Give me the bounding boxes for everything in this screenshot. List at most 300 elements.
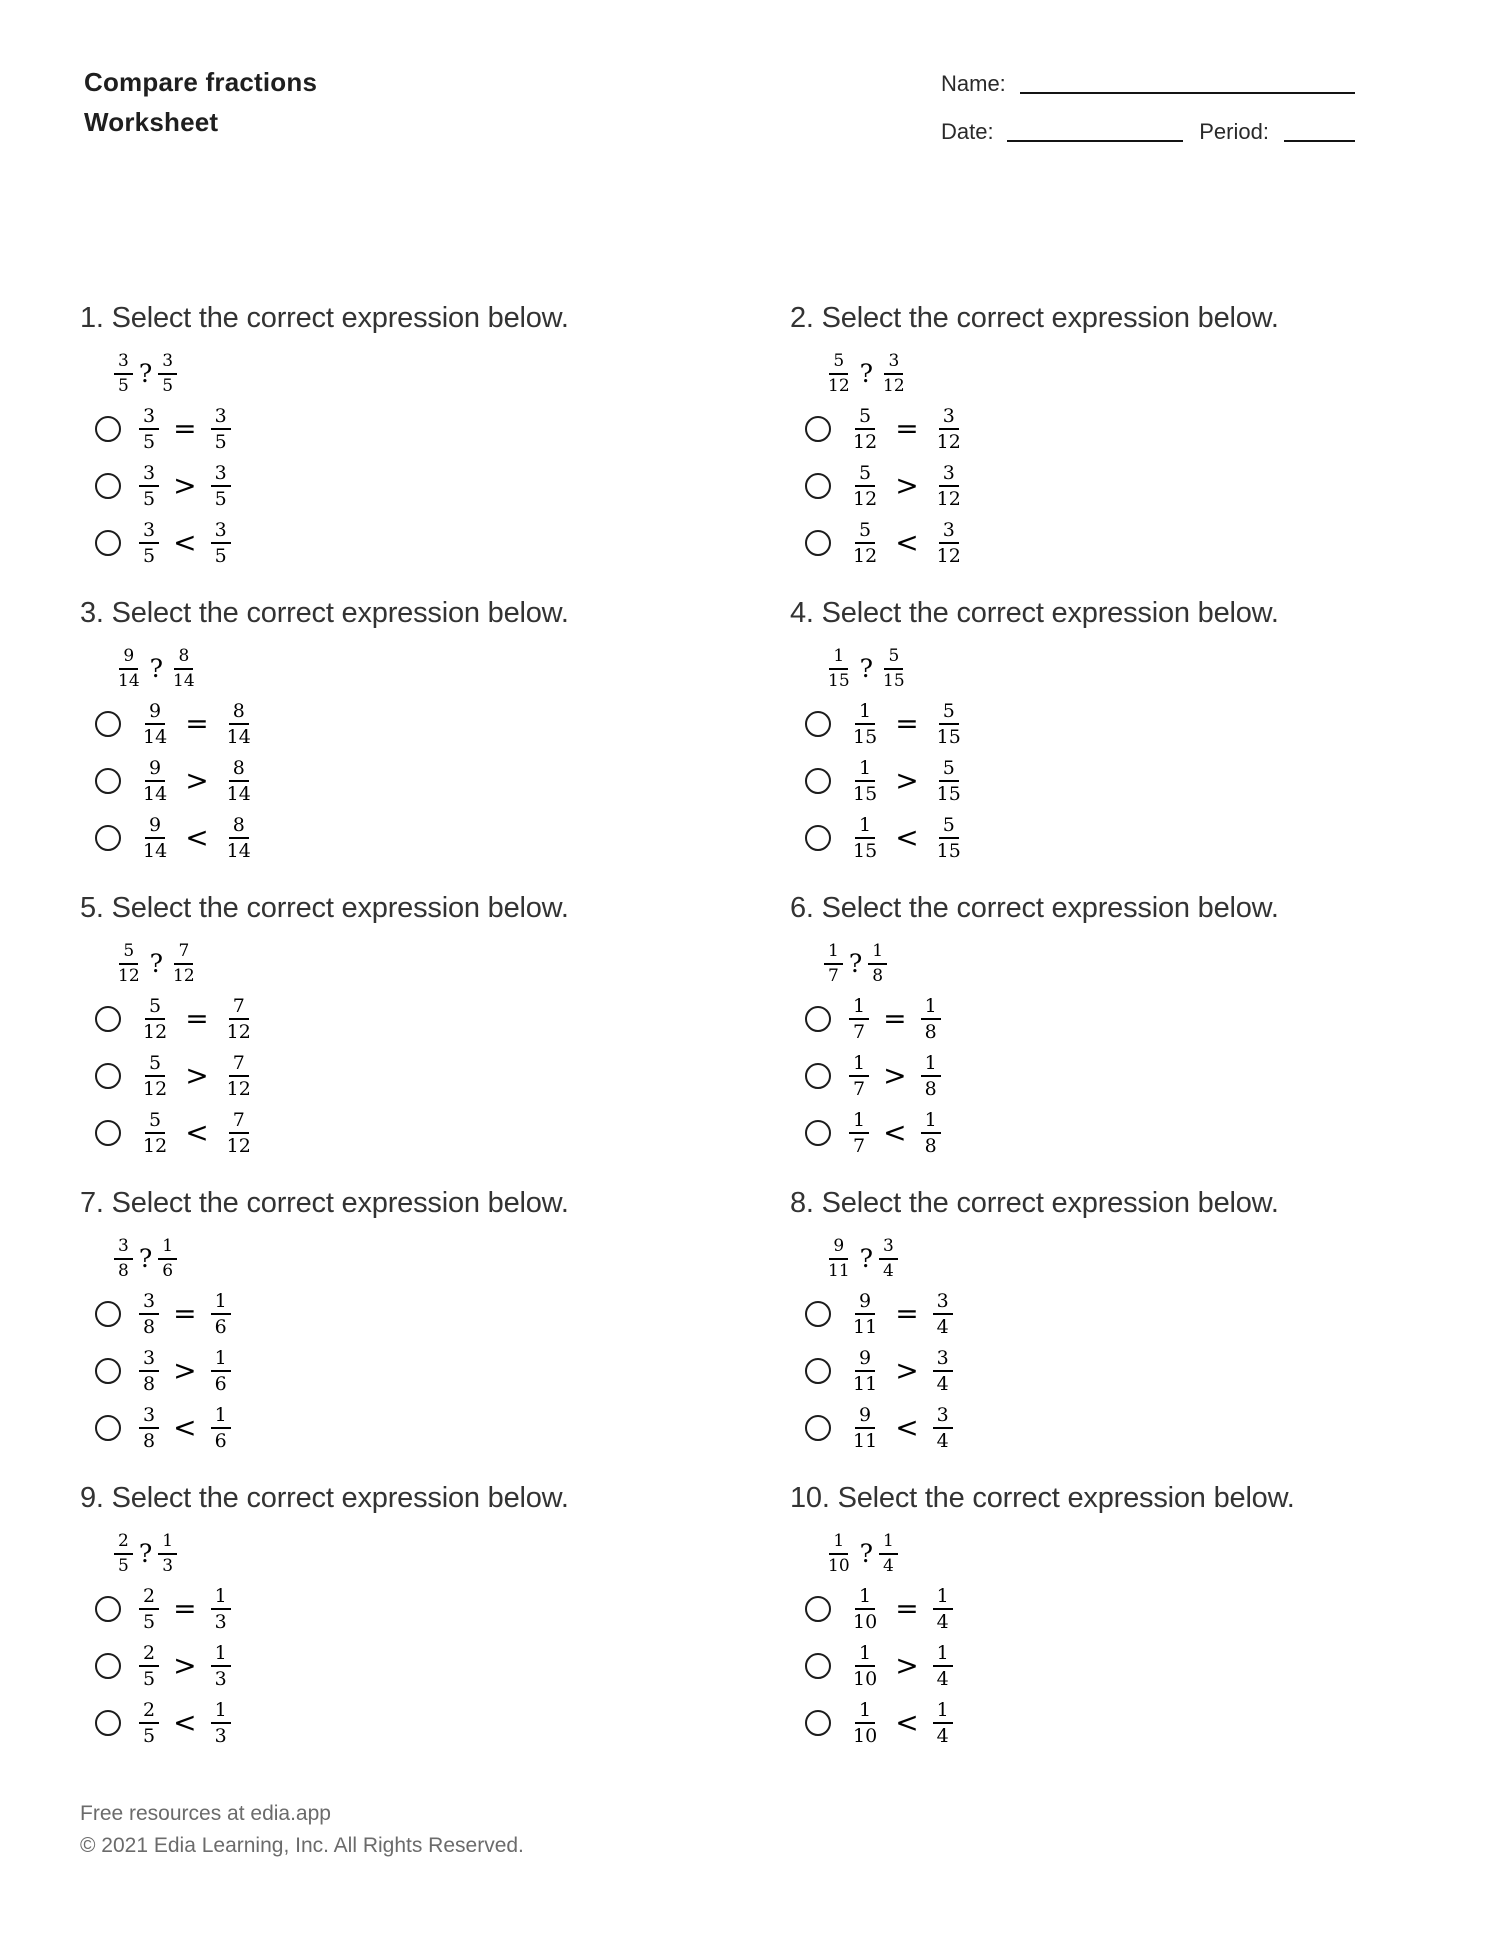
comparison-expression — [824, 1532, 1500, 1574]
fraction-numerator: 7 — [229, 996, 249, 1020]
fraction-numerator: 3 — [939, 406, 959, 430]
option-expression — [849, 406, 965, 452]
page-footer — [80, 1798, 524, 1862]
fraction — [139, 1110, 171, 1156]
radio-button[interactable] — [805, 1653, 831, 1679]
fraction-denominator: 4 — [936, 1725, 949, 1748]
radio-button[interactable] — [95, 1063, 121, 1089]
fraction-numerator: 5 — [145, 1053, 165, 1077]
option-expression — [849, 1586, 953, 1632]
comparison-expression — [114, 1532, 790, 1574]
name-field-row — [941, 72, 1355, 96]
fraction-numerator: 2 — [139, 1643, 159, 1667]
fraction-numerator: 1 — [211, 1291, 231, 1315]
fraction — [139, 758, 171, 804]
fraction-denominator: 15 — [853, 840, 878, 863]
fraction — [169, 647, 199, 689]
fraction — [211, 1291, 231, 1337]
fraction-denominator: 12 — [883, 375, 905, 396]
comparison-operator: < — [185, 821, 209, 855]
fraction — [933, 463, 965, 509]
answer-option[interactable] — [95, 1343, 790, 1400]
fraction-numerator: 3 — [933, 1405, 953, 1429]
fraction — [211, 1700, 231, 1746]
fraction-denominator: 12 — [143, 1135, 168, 1158]
radio-button[interactable] — [95, 825, 121, 851]
question-prompt: 1. Select the correct expression below. — [80, 302, 569, 335]
comparison-operator: > — [895, 469, 919, 503]
footer-copyright-line: © 2021 Edia Learning, Inc. All Rights Reserved. — [80, 1834, 524, 1857]
fraction-numerator: 9 — [829, 1237, 848, 1259]
fraction-numerator: 1 — [158, 1237, 177, 1259]
fraction-denominator: 11 — [853, 1316, 878, 1339]
fraction — [211, 1405, 231, 1451]
fraction-denominator: 12 — [118, 965, 140, 986]
question-block — [790, 890, 1500, 1185]
fraction-denominator: 7 — [853, 1078, 866, 1101]
answer-option[interactable] — [805, 1581, 1500, 1638]
fraction — [223, 1053, 255, 1099]
radio-button[interactable] — [805, 1596, 831, 1622]
fraction — [211, 520, 231, 566]
question-block — [80, 1480, 790, 1775]
fraction-denominator: 6 — [162, 1260, 174, 1281]
radio-button[interactable] — [805, 1120, 831, 1146]
answer-option[interactable] — [805, 1400, 1500, 1457]
comparison-operator: = — [895, 1592, 919, 1626]
fraction — [824, 1532, 854, 1574]
answer-option[interactable] — [95, 810, 790, 867]
radio-button[interactable] — [805, 1710, 831, 1736]
fraction-denominator: 3 — [214, 1611, 227, 1634]
radio-button[interactable] — [805, 1006, 831, 1032]
radio-button[interactable] — [805, 768, 831, 794]
fraction-denominator: 4 — [936, 1668, 949, 1691]
comparison-operator: = — [173, 1297, 197, 1331]
comparison-operator: = — [173, 412, 197, 446]
fraction-numerator: 3 — [139, 1405, 159, 1429]
fraction-denominator: 12 — [226, 1021, 251, 1044]
option-expression — [849, 1110, 941, 1156]
fraction-denominator: 8 — [924, 1135, 937, 1158]
answer-option[interactable] — [95, 1638, 790, 1695]
period-label: Period: — [1199, 119, 1269, 145]
fraction — [139, 520, 159, 566]
fraction — [824, 942, 843, 984]
fraction — [849, 1291, 881, 1337]
comparison-operator: = — [173, 1592, 197, 1626]
fraction-denominator: 12 — [226, 1135, 251, 1158]
answer-option[interactable] — [805, 991, 1500, 1048]
fraction — [879, 352, 909, 394]
question-block — [790, 1185, 1500, 1480]
answer-option[interactable] — [95, 458, 790, 515]
fraction-denominator: 4 — [936, 1611, 949, 1634]
page-header — [0, 0, 1500, 168]
fraction-numerator: 3 — [211, 463, 231, 487]
fraction-numerator: 3 — [211, 406, 231, 430]
fraction — [158, 1532, 177, 1574]
answer-option[interactable] — [95, 1581, 790, 1638]
fraction-denominator: 5 — [214, 431, 227, 454]
answer-option[interactable] — [805, 1695, 1500, 1752]
fraction-numerator: 2 — [114, 1532, 133, 1554]
answer-option[interactable] — [805, 458, 1500, 515]
fraction-denominator: 12 — [143, 1078, 168, 1101]
fraction-numerator: 1 — [921, 1110, 941, 1134]
fraction-denominator: 10 — [853, 1611, 878, 1634]
radio-button[interactable] — [805, 1358, 831, 1384]
question-block — [790, 1480, 1500, 1775]
fraction-denominator: 14 — [226, 840, 251, 863]
fraction-numerator: 1 — [879, 1532, 898, 1554]
fraction-denominator: 12 — [173, 965, 195, 986]
radio-button[interactable] — [95, 1710, 121, 1736]
option-expression — [849, 520, 965, 566]
answer-option[interactable] — [805, 696, 1500, 753]
option-expression — [849, 1291, 953, 1337]
radio-button[interactable] — [95, 473, 121, 499]
fraction — [879, 1532, 898, 1574]
answer-option[interactable] — [805, 753, 1500, 810]
fraction-numerator: 1 — [855, 1643, 875, 1667]
fraction — [139, 1291, 159, 1337]
fraction-numerator: 1 — [211, 1586, 231, 1610]
fraction — [139, 996, 171, 1042]
question-prompt: 5. Select the correct expression below. — [80, 892, 569, 925]
fraction — [849, 520, 881, 566]
radio-button[interactable] — [95, 1358, 121, 1384]
fraction-numerator: 3 — [158, 352, 177, 374]
fraction-numerator: 1 — [855, 1586, 875, 1610]
fraction-numerator: 5 — [145, 1110, 165, 1134]
radio-button[interactable] — [95, 1415, 121, 1441]
answer-option[interactable] — [95, 1105, 790, 1162]
fraction-denominator: 14 — [143, 726, 168, 749]
fraction-numerator: 5 — [145, 996, 165, 1020]
comparison-expression — [824, 942, 1500, 984]
fraction-numerator: 9 — [119, 647, 138, 669]
comparison-operator: > — [173, 469, 197, 503]
option-expression — [849, 1405, 953, 1451]
option-expression — [139, 758, 255, 804]
fraction-numerator: 1 — [211, 1348, 231, 1372]
option-expression — [139, 815, 255, 861]
question-block — [80, 890, 790, 1185]
fraction — [921, 1110, 941, 1156]
name-label: Name: — [941, 71, 1006, 96]
radio-button[interactable] — [805, 711, 831, 737]
fraction-denominator: 12 — [828, 375, 850, 396]
option-expression — [139, 1053, 255, 1099]
fraction — [849, 1586, 881, 1632]
question-block — [80, 1185, 790, 1480]
fraction-numerator: 5 — [855, 520, 875, 544]
answer-option[interactable] — [805, 1286, 1500, 1343]
fraction-denominator: 5 — [214, 545, 227, 568]
fraction-numerator: 1 — [158, 1532, 177, 1554]
option-expression — [139, 701, 255, 747]
fraction-numerator: 1 — [855, 1700, 875, 1724]
comparison-operator: = — [895, 412, 919, 446]
question-mark-operator: ? — [149, 654, 164, 684]
answer-option[interactable] — [95, 401, 790, 458]
fraction-denominator: 7 — [853, 1021, 866, 1044]
option-expression — [849, 1053, 941, 1099]
radio-button[interactable] — [95, 711, 121, 737]
fraction-numerator: 7 — [174, 942, 193, 964]
fraction — [879, 647, 909, 689]
fraction-denominator: 6 — [214, 1373, 227, 1396]
fraction-numerator: 5 — [884, 647, 903, 669]
answer-option[interactable] — [805, 1048, 1500, 1105]
fraction-numerator: 3 — [933, 1348, 953, 1372]
answer-option[interactable] — [95, 1286, 790, 1343]
question-block — [80, 595, 790, 890]
radio-button[interactable] — [805, 1415, 831, 1441]
fraction-numerator: 7 — [229, 1053, 249, 1077]
fraction — [114, 1237, 133, 1279]
comparison-operator: < — [895, 1411, 919, 1445]
radio-button[interactable] — [805, 473, 831, 499]
fraction-denominator: 12 — [936, 545, 961, 568]
comparison-operator: < — [173, 1411, 197, 1445]
fraction-numerator: 1 — [849, 996, 869, 1020]
comparison-expression — [114, 1237, 790, 1279]
fraction-denominator: 5 — [118, 375, 129, 396]
radio-button[interactable] — [95, 768, 121, 794]
comparison-operator: > — [895, 764, 919, 798]
question-mark-operator: ? — [859, 359, 874, 389]
radio-button[interactable] — [805, 825, 831, 851]
fraction-denominator: 10 — [853, 1668, 878, 1691]
comparison-operator: > — [173, 1354, 197, 1388]
fraction-numerator: 5 — [939, 758, 959, 782]
fraction-denominator: 8 — [924, 1021, 937, 1044]
answer-option[interactable] — [805, 401, 1500, 458]
answer-option[interactable] — [95, 753, 790, 810]
fraction-denominator: 15 — [936, 840, 961, 863]
fraction-denominator: 7 — [853, 1135, 866, 1158]
fraction-numerator: 9 — [855, 1405, 875, 1429]
fraction-denominator: 4 — [883, 1555, 894, 1576]
fraction — [933, 815, 965, 861]
answer-option[interactable] — [805, 810, 1500, 867]
fraction-numerator: 1 — [868, 942, 887, 964]
fraction-numerator: 1 — [921, 1053, 941, 1077]
answer-option[interactable] — [95, 696, 790, 753]
answer-option[interactable] — [805, 1105, 1500, 1162]
fraction — [933, 520, 965, 566]
fraction — [211, 1348, 231, 1394]
fraction-denominator: 15 — [828, 670, 850, 691]
fraction-numerator: 1 — [855, 701, 875, 725]
comparison-expression — [824, 352, 1500, 394]
comparison-operator: < — [883, 1116, 907, 1150]
comparison-expression — [824, 647, 1500, 689]
fraction-numerator: 1 — [824, 942, 843, 964]
comparison-expression — [114, 352, 790, 394]
fraction — [114, 647, 144, 689]
fraction — [933, 701, 965, 747]
fraction-numerator: 2 — [139, 1586, 159, 1610]
fraction — [139, 1405, 159, 1451]
radio-button[interactable] — [95, 1301, 121, 1327]
fraction-denominator: 5 — [143, 488, 156, 511]
radio-button[interactable] — [805, 530, 831, 556]
option-expression — [849, 701, 965, 747]
fraction-numerator: 1 — [211, 1700, 231, 1724]
fraction — [223, 758, 255, 804]
fraction-denominator: 5 — [143, 1611, 156, 1634]
fraction — [868, 942, 887, 984]
fraction-numerator: 1 — [933, 1586, 953, 1610]
period-input-line[interactable] — [1284, 120, 1355, 142]
fraction-denominator: 15 — [883, 670, 905, 691]
fraction-numerator: 1 — [211, 1643, 231, 1667]
answer-option[interactable] — [95, 1048, 790, 1105]
comparison-operator: < — [895, 526, 919, 560]
fraction-numerator: 5 — [855, 406, 875, 430]
answer-option[interactable] — [95, 1400, 790, 1457]
fraction-denominator: 5 — [143, 1725, 156, 1748]
fraction-numerator: 8 — [174, 647, 193, 669]
fraction — [211, 1586, 231, 1632]
answer-option[interactable] — [95, 515, 790, 572]
comparison-operator: > — [185, 764, 209, 798]
fraction-numerator: 8 — [229, 815, 249, 839]
fraction — [849, 1643, 881, 1689]
fraction — [849, 758, 881, 804]
fraction — [933, 1348, 953, 1394]
fraction-numerator: 3 — [939, 520, 959, 544]
name-input-line[interactable] — [1020, 72, 1355, 94]
fraction-denominator: 14 — [173, 670, 195, 691]
fraction-numerator: 5 — [939, 815, 959, 839]
fraction-denominator: 8 — [118, 1260, 129, 1281]
fraction-numerator: 1 — [921, 996, 941, 1020]
option-expression — [139, 1405, 231, 1451]
radio-button[interactable] — [95, 1120, 121, 1146]
fraction-denominator: 4 — [936, 1316, 949, 1339]
radio-button[interactable] — [95, 530, 121, 556]
radio-button[interactable] — [95, 416, 121, 442]
fraction — [211, 1643, 231, 1689]
fraction — [114, 352, 133, 394]
fraction-denominator: 12 — [226, 1078, 251, 1101]
question-mark-operator: ? — [848, 949, 863, 979]
fraction-denominator: 8 — [143, 1316, 156, 1339]
option-expression — [139, 1110, 255, 1156]
fraction-denominator: 11 — [828, 1260, 850, 1281]
fraction-denominator: 15 — [936, 783, 961, 806]
fraction-denominator: 10 — [828, 1555, 850, 1576]
option-expression — [139, 1700, 231, 1746]
option-expression — [849, 1643, 953, 1689]
fraction — [933, 1700, 953, 1746]
radio-button[interactable] — [805, 1301, 831, 1327]
option-expression — [849, 758, 965, 804]
fraction — [139, 463, 159, 509]
radio-button[interactable] — [95, 1653, 121, 1679]
fraction-numerator: 3 — [211, 520, 231, 544]
answer-option[interactable] — [805, 1638, 1500, 1695]
question-mark-operator: ? — [138, 1539, 153, 1569]
fraction — [139, 1348, 159, 1394]
fraction — [933, 1643, 953, 1689]
fraction-numerator: 3 — [139, 520, 159, 544]
radio-button[interactable] — [95, 1596, 121, 1622]
fraction-numerator: 3 — [114, 352, 133, 374]
comparison-operator: > — [173, 1649, 197, 1683]
date-input-line[interactable] — [1007, 120, 1184, 142]
fraction — [849, 1405, 881, 1451]
option-expression — [849, 1348, 953, 1394]
fraction-numerator: 9 — [145, 758, 165, 782]
answer-option[interactable] — [95, 991, 790, 1048]
comparison-expression — [114, 647, 790, 689]
fraction — [158, 1237, 177, 1279]
option-expression — [849, 463, 965, 509]
answer-option[interactable] — [95, 1695, 790, 1752]
fraction-denominator: 8 — [143, 1373, 156, 1396]
fraction-numerator: 3 — [884, 352, 903, 374]
fraction-denominator: 14 — [118, 670, 140, 691]
question-prompt: 2. Select the correct expression below. — [790, 302, 1279, 335]
fraction-denominator: 5 — [162, 375, 174, 396]
student-fields — [941, 72, 1355, 168]
fraction — [223, 701, 255, 747]
fraction — [114, 1532, 133, 1574]
question-prompt: 9. Select the correct expression below. — [80, 1482, 569, 1515]
fraction-denominator: 15 — [936, 726, 961, 749]
question-block — [80, 300, 790, 595]
comparison-operator: = — [185, 1002, 209, 1036]
comparison-operator: < — [185, 1116, 209, 1150]
radio-button[interactable] — [805, 416, 831, 442]
fraction-denominator: 12 — [853, 488, 878, 511]
fraction-denominator: 4 — [936, 1373, 949, 1396]
question-prompt: 6. Select the correct expression below. — [790, 892, 1279, 925]
fraction-denominator: 5 — [143, 1668, 156, 1691]
fraction-denominator: 14 — [226, 726, 251, 749]
fraction-numerator: 5 — [855, 463, 875, 487]
option-expression — [139, 1291, 231, 1337]
fraction — [114, 942, 144, 984]
comparison-operator: < — [895, 1706, 919, 1740]
radio-button[interactable] — [805, 1063, 831, 1089]
option-expression — [139, 406, 231, 452]
fraction-denominator: 3 — [214, 1725, 227, 1748]
answer-option[interactable] — [805, 1343, 1500, 1400]
fraction — [139, 1643, 159, 1689]
radio-button[interactable] — [95, 1006, 121, 1032]
fraction-denominator: 7 — [828, 965, 839, 986]
option-expression — [139, 1586, 231, 1632]
fraction-denominator: 10 — [853, 1725, 878, 1748]
fraction-denominator: 6 — [214, 1316, 227, 1339]
comparison-operator: = — [895, 1297, 919, 1331]
answer-option[interactable] — [805, 515, 1500, 572]
fraction-denominator: 3 — [214, 1668, 227, 1691]
comparison-operator: > — [185, 1059, 209, 1093]
question-mark-operator: ? — [138, 359, 153, 389]
fraction-numerator: 1 — [933, 1700, 953, 1724]
date-label: Date: — [941, 119, 994, 145]
fraction-denominator: 5 — [143, 545, 156, 568]
question-prompt: 7. Select the correct expression below. — [80, 1187, 569, 1220]
fraction — [849, 1700, 881, 1746]
